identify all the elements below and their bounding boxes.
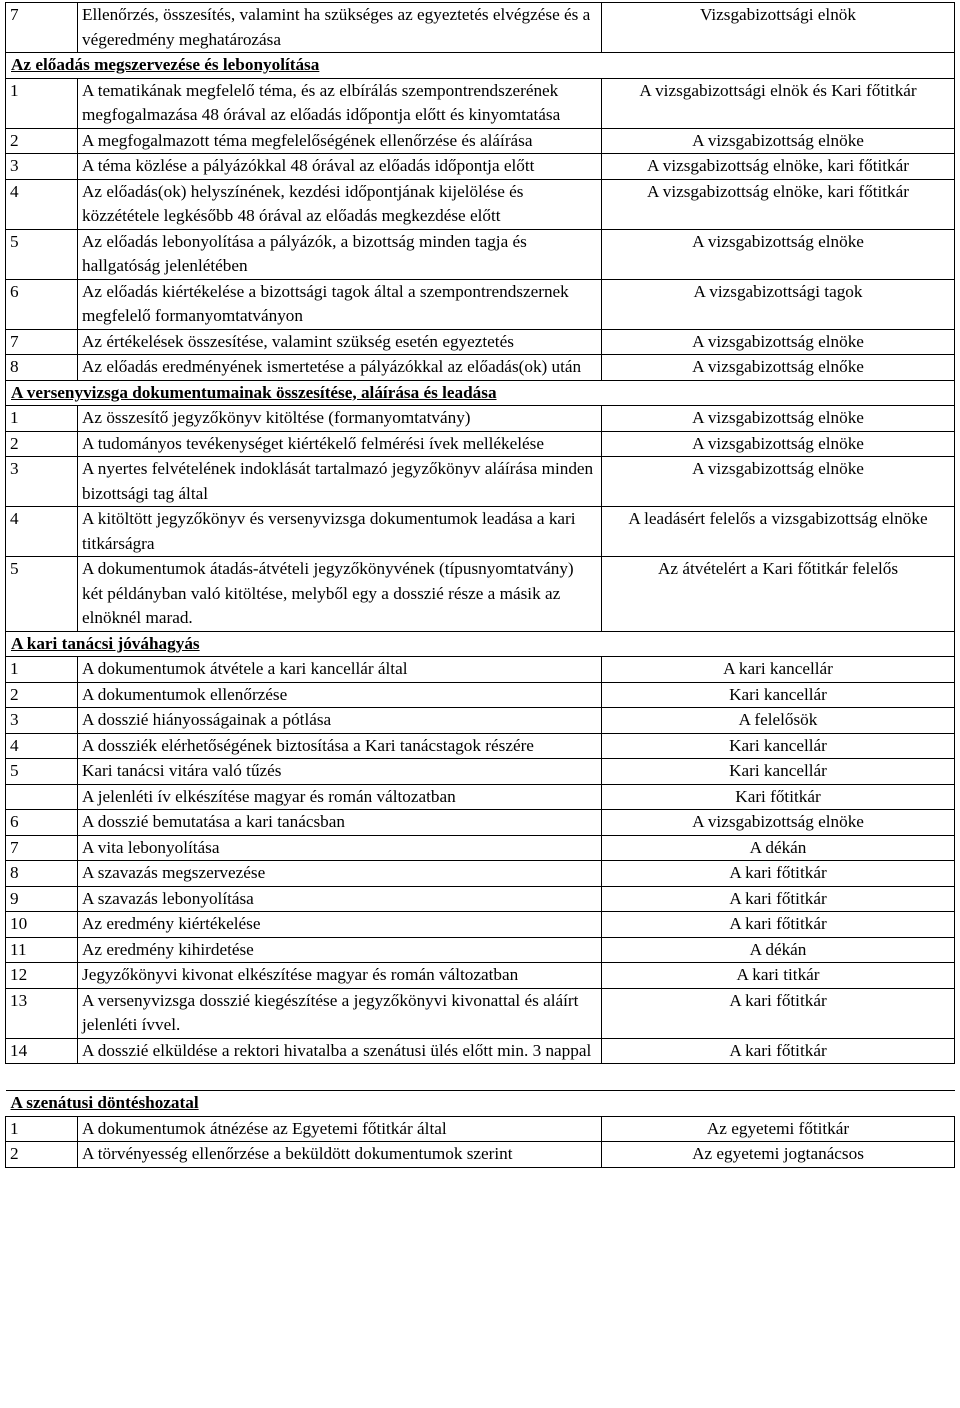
table-row [6,835,955,861]
row-task: A dokumentumok átnézése az Egyetemi főtitkár által [78,1116,602,1142]
table-row [6,3,955,53]
row-responsible: Kari kancellár [602,733,955,759]
row-task: A vita lebonyolítása [78,835,602,861]
table-row [6,154,955,180]
row-task: Az előadás eredményének ismertetése a pályázókkal az előadás(ok) után [78,355,602,381]
row-number: 14 [6,1038,78,1064]
row-responsible: A dékán [602,835,955,861]
section-header [6,53,955,79]
row-number: 3 [6,708,78,734]
section-title: A kari tanácsi jóváhagyás [11,633,200,653]
row-task: A dossziék elérhetőségének biztosítása a Kari tanácstagok részére [78,733,602,759]
row-number: 2 [6,128,78,154]
row-number: 8 [6,861,78,887]
row-task: A szavazás lebonyolítása [78,886,602,912]
row-responsible: A kari titkár [602,963,955,989]
row-task: A tematikának megfelelő téma, és az elbírálás szempontrendszerének megfogalmazása 48 órával az előadás időpontja előtt és kinyomtatása [78,78,602,128]
row-number [6,784,78,810]
row-number: 7 [6,329,78,355]
row-task: Az eredmény kiértékelése [78,912,602,938]
row-number: 4 [6,507,78,557]
row-responsible: A vizsgabizottság elnöke [602,329,955,355]
row-number: 4 [6,733,78,759]
table-row [6,179,955,229]
table-row [6,457,955,507]
table-row [6,329,955,355]
procedure-table-body [6,3,955,1168]
table-row [6,279,955,329]
table-row [6,557,955,632]
section-header [6,631,955,657]
row-number: 8 [6,355,78,381]
row-responsible: A vizsgabizottság elnöke [602,128,955,154]
row-task: Az előadás lebonyolítása a pályázók, a bizottság minden tagja és hallgatóság jelenlétében [78,229,602,279]
row-number: 5 [6,759,78,785]
table-row [6,733,955,759]
row-number: 6 [6,810,78,836]
row-number: 1 [6,406,78,432]
row-number: 10 [6,912,78,938]
row-task: Az előadás kiértékelése a bizottsági tagok által a szempontrendszernek megfelelő formanyomtatványon [78,279,602,329]
section-header [6,380,955,406]
table-row [6,229,955,279]
table-row [6,1038,955,1064]
table-row [6,78,955,128]
row-responsible: A kari főtitkár [602,1038,955,1064]
row-responsible: A vizsgabizottsági tagok [602,279,955,329]
row-number: 1 [6,657,78,683]
row-responsible: Vizsgabizottsági elnök [602,3,955,53]
table-row [6,355,955,381]
row-task: A dosszié bemutatása a kari tanácsban [78,810,602,836]
row-task: A tudományos tevékenységet kiértékelő felmérési ívek mellékelése [78,431,602,457]
section-title: A szenátusi döntéshozatal [10,1093,199,1112]
row-number: 5 [6,557,78,632]
row-responsible: A vizsgabizottság elnöke [602,457,955,507]
row-task: A kitöltött jegyzőkönyv és versenyvizsga dokumentumok leadása a kari titkárságra [78,507,602,557]
row-responsible: A vizsgabizottság elnöke, kari főtitkár [602,154,955,180]
row-task: A dokumentumok ellenőrzése [78,682,602,708]
row-responsible: A kari főtitkár [602,912,955,938]
row-number: 7 [6,835,78,861]
table-row [6,937,955,963]
section-title: Az előadás megszervezése és lebonyolítása [11,55,320,74]
row-task: A törvényesség ellenőrzése a beküldött dokumentumok szerint [78,1142,602,1168]
row-task: Jegyzőkönyvi kivonat elkészítése magyar és román változatban [78,963,602,989]
table-row [6,886,955,912]
row-number: 7 [6,3,78,53]
section-title: A versenyvizsga dokumentumainak összesítése, aláírása és leadása [11,382,497,402]
table-row [6,810,955,836]
row-responsible: Az egyetemi jogtanácsos [602,1142,955,1168]
row-task: A szavazás megszervezése [78,861,602,887]
row-task: A megfogalmazott téma megfelelőségének ellenőrzése és aláírása [78,128,602,154]
row-responsible: A vizsgabizottság elnöke, kari főtitkár [602,179,955,229]
table-row [6,682,955,708]
row-task: A dosszié hiányosságainak a pótlása [78,708,602,734]
row-task: A dokumentumok átadás-átvételi jegyzőkönyvének (típusnyomtatvány) két példányban való kitöltése, melyből egy a dosszié része a másik az elnöknél marad. [78,557,602,632]
row-number: 4 [6,179,78,229]
row-number: 3 [6,457,78,507]
row-task: Az előadás(ok) helyszínének, kezdési időpontjának kijelölése és közzététele legkésőbb 48 órával az előadás megkezdése előtt [78,179,602,229]
row-number: 9 [6,886,78,912]
row-number: 1 [6,78,78,128]
row-responsible: A vizsgabizottság elnöke [602,431,955,457]
table-row [6,1142,955,1168]
table-row [6,406,955,432]
row-responsible: A vizsgabizottság elnöke [602,810,955,836]
row-task: Ellenőrzés, összesítés, valamint ha szükséges az egyeztetés elvégzése és a végeredmény meghatározása [78,3,602,53]
row-responsible: A vizsgabizottság elnőke [602,355,955,381]
row-responsible: A kari főtitkár [602,861,955,887]
row-task: Az összesítő jegyzőkönyv kitöltése (formanyomtatvány) [78,406,602,432]
row-responsible: A kari kancellár [602,657,955,683]
row-responsible: Kari főtitkár [602,784,955,810]
table-row [6,861,955,887]
table-row [6,431,955,457]
row-responsible: A dékán [602,937,955,963]
row-number: 12 [6,963,78,989]
table-row [6,507,955,557]
section-title-cell [6,631,955,657]
spacer-cell [6,1064,955,1091]
row-number: 1 [6,1116,78,1142]
row-task: Az értékelések összesítése, valamint szükség esetén egyeztetés [78,329,602,355]
row-responsible: A kari főtitkár [602,988,955,1038]
table-row [6,784,955,810]
section-title-cell [6,1091,955,1117]
table-row [6,657,955,683]
section-title-cell [6,380,955,406]
row-responsible: A vizsgabizottsági elnök és Kari főtitkár [602,78,955,128]
row-task: Az eredmény kihirdetése [78,937,602,963]
table-row [6,128,955,154]
row-number: 2 [6,1142,78,1168]
section-title-cell [6,53,955,79]
row-responsible: Az átvételért a Kari főtitkár felelős [602,557,955,632]
row-task: A dokumentumok átvétele a kari kancellár által [78,657,602,683]
row-number: 5 [6,229,78,279]
row-number: 2 [6,431,78,457]
row-task: Kari tanácsi vitára való tűzés [78,759,602,785]
row-responsible: Az egyetemi főtitkár [602,1116,955,1142]
row-responsible: Kari kancellár [602,682,955,708]
row-responsible: A felelősök [602,708,955,734]
table-row [6,963,955,989]
row-number: 3 [6,154,78,180]
section-spacer [6,1064,955,1091]
row-number: 2 [6,682,78,708]
procedure-table [5,2,955,1168]
row-number: 6 [6,279,78,329]
row-responsible: A vizsgabizottság elnöke [602,229,955,279]
table-row [6,988,955,1038]
table-row [6,1116,955,1142]
row-number: 11 [6,937,78,963]
table-row [6,759,955,785]
table-row [6,912,955,938]
row-responsible: A kari főtitkár [602,886,955,912]
row-number: 13 [6,988,78,1038]
row-responsible: Kari kancellár [602,759,955,785]
row-task: A téma közlése a pályázókkal 48 órával az előadás időpontja előtt [78,154,602,180]
row-task: A jelenléti ív elkészítése magyar és román változatban [78,784,602,810]
row-task: A nyertes felvételének indoklását tartalmazó jegyzőkönyv aláírása minden bizottsági tag által [78,457,602,507]
row-task: A versenyvizsga dosszié kiegészítése a jegyzőkönyvi kivonattal és aláírt jelenléti ívvel. [78,988,602,1038]
row-responsible: A leadásért felelős a vizsgabizottság elnöke [602,507,955,557]
row-task: A dosszié elküldése a rektori hivatalba a szenátusi ülés előtt min. 3 nappal [78,1038,602,1064]
row-responsible: A vizsgabizottság elnöke [602,406,955,432]
table-row [6,708,955,734]
section-header [6,1091,955,1117]
